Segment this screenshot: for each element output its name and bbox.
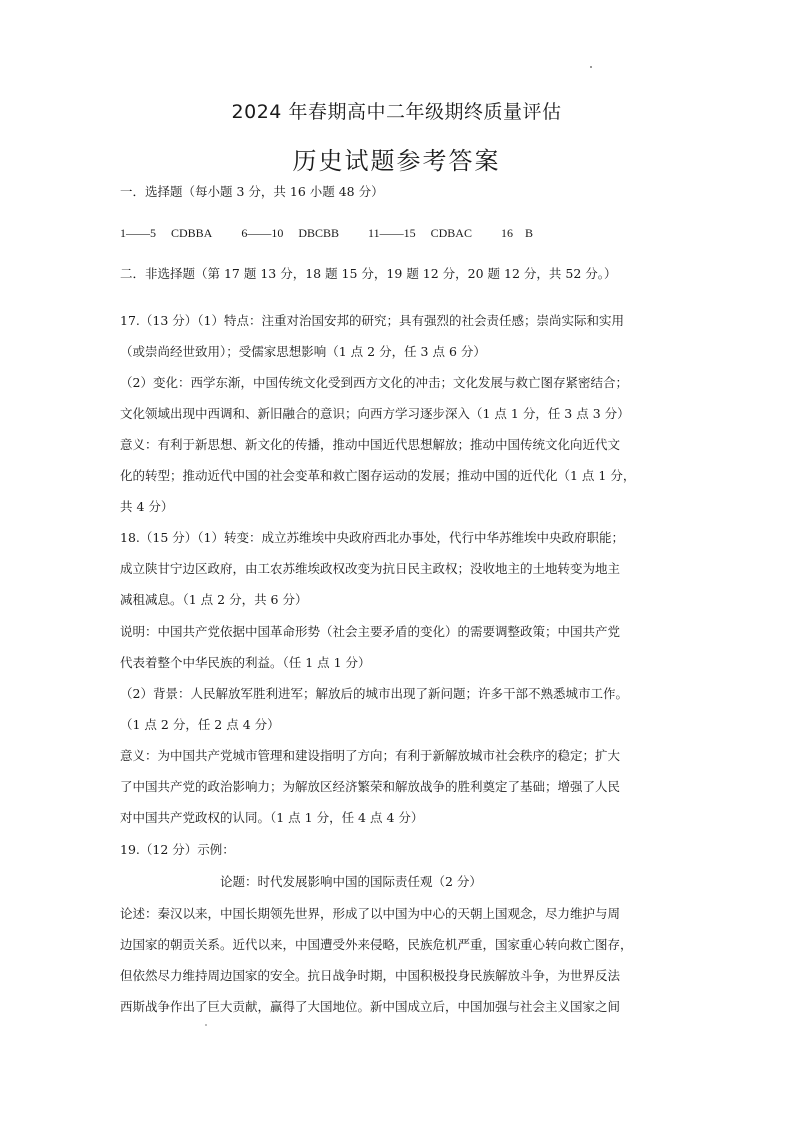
q18-line-9: 了中国共产党的政治影响力；为解放区经济繁荣和解放战争的胜利奠定了基础；增强了人民 xyxy=(120,779,621,794)
q18-line-2: 成立陕甘宁边区政府，由工农苏维埃政权改变为抗日民主政权；没收地主的土地转变为地主 xyxy=(120,561,621,576)
q19-line-1: 19.（12 分）示例： xyxy=(120,842,235,857)
q18-line-3: 减租减息。（1 点 2 分，共 6 分） xyxy=(120,592,308,607)
q17-line-5: 意义：有利于新思想、新文化的传播，推动中国近代思想解放；推动中国传统文化向近代文 xyxy=(120,437,621,452)
q18-line-4: 说明：中国共产党依据中国革命形势（社会主要矛盾的变化）的需要调整政策；中国共产党 xyxy=(120,624,621,639)
q18-line-5: 代表着整个中华民族的利益。（任 1 点 1 分） xyxy=(120,655,371,670)
q18-line-10: 对中国共产党政权的认同。（1 点 1 分，任 4 点 4 分） xyxy=(120,810,424,825)
choice-answers-row xyxy=(120,224,559,241)
q18-line-8: 意义：为中国共产党城市管理和建设指明了方向；有利于新解放城市社会秩序的稳定；扩大 xyxy=(120,748,621,763)
scan-speck xyxy=(590,66,592,68)
q17-line-6: 化的转型；推动近代中国的社会变革和救亡图存运动的发展；推动中国的近代化（1 点 1 分， xyxy=(120,468,636,483)
q18-line-6: （2）背景：人民解放军胜利进军；解放后的城市出现了新问题；许多干部不熟悉城市工作。 xyxy=(120,686,628,701)
answer-group-3: 11——15 CDBAC xyxy=(368,226,472,240)
q19-line-6: 西斯战争作出了巨大贡献，赢得了大国地位。新中国成立后，中国加强与社会主义国家之间 xyxy=(120,999,621,1014)
q17-line-4: 文化领域出现中西调和、新旧融合的意识；向西方学习逐步深入（1 点 1 分，任 3 点 3 分） xyxy=(120,406,630,421)
answer-key-title: 历史试题参考答案 xyxy=(292,147,501,175)
answer-group-1: 1——5 CDBBA xyxy=(120,226,213,240)
q19-thesis: 论题：时代发展影响中国的国际责任观（2 分） xyxy=(220,874,482,889)
q17-line-7: 共 4 分） xyxy=(120,499,174,514)
answer-group-4: 16 B xyxy=(500,226,533,240)
q19-line-4: 边国家的朝贡关系。近代以来，中国遭受外来侵略，民族危机严重，国家重心转向救亡图存， xyxy=(120,937,633,952)
q17-line-3: （2）变化：西学东渐，中国传统文化受到西方文化的冲击；文化发展与救亡图存紧密结合； xyxy=(120,375,628,390)
q17-line-1: 17.（13 分）（1）特点：注重对治国安邦的研究；具有强烈的社会责任感；崇尚实际和实用 xyxy=(120,313,624,328)
answer-group-2: 6——10 DBCBB xyxy=(241,226,340,240)
q19-line-3: 论述：秦汉以来，中国长期领先世界，形成了以中国为中心的天朝上国观念，尽力维护与周 xyxy=(120,906,621,921)
choice-section-heading: 一．选择题（每小题 3 分，共 16 小题 48 分） xyxy=(120,184,384,199)
q18-line-1: 18.（15 分）（1）转变：成立苏维埃中央政府西北办事处，代行中华苏维埃中央政府职能； xyxy=(120,530,624,545)
q17-line-2: （或崇尚经世致用）；受儒家思想影响（1 点 2 分，任 3 点 6 分） xyxy=(120,344,486,359)
q19-line-5: 但依然尽力维持周边国家的安全。抗日战争时期，中国积极投身民族解放斗争，为世界反法 xyxy=(120,968,621,983)
scan-speck-bottom xyxy=(205,1024,207,1026)
nonchoice-section-heading: 二．非选择题（第 17 题 13 分，18 题 15 分，19 题 12 分，20 题 12 分，共 52 分。） xyxy=(120,266,617,281)
q18-line-7: （1 点 2 分，任 2 点 4 分） xyxy=(120,717,280,732)
exam-title: 2024 年春期高中二年级期终质量评估 xyxy=(231,101,562,123)
